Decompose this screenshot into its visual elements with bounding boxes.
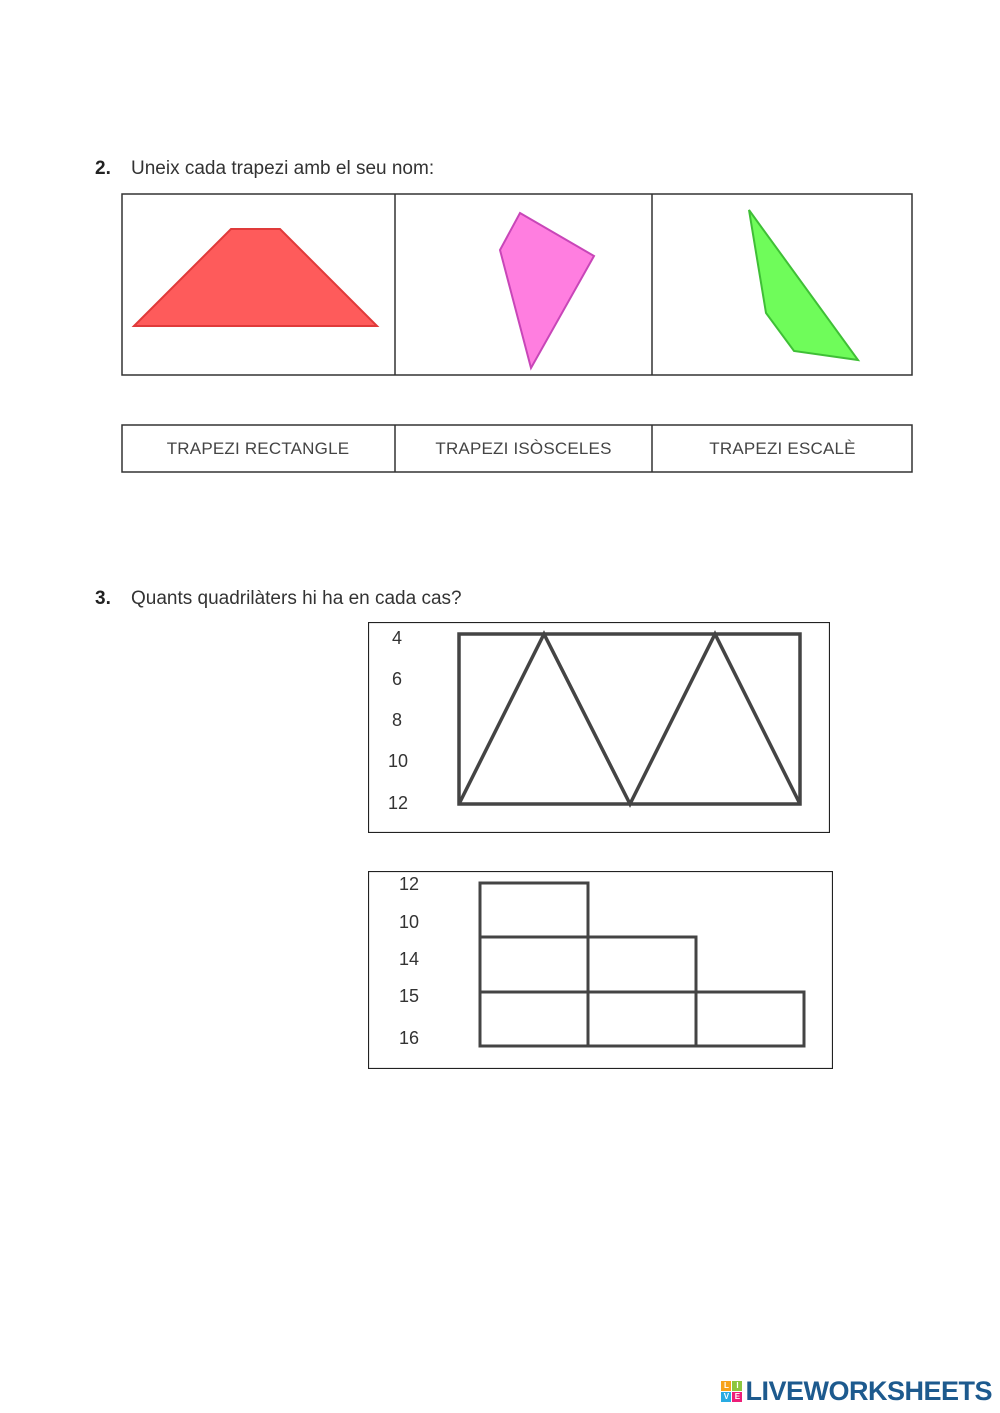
figure-1-option-12[interactable]: 12 (388, 793, 409, 813)
staircase-squares-figure (480, 883, 804, 1046)
logo-text: LIVEWORKSHEETS (745, 1376, 992, 1406)
figure-2-option-14[interactable]: 14 (399, 949, 420, 969)
figure-2-option-16[interactable]: 16 (399, 1028, 420, 1048)
question-3-number: 3. (95, 588, 111, 609)
question-2-number: 2. (95, 158, 111, 179)
figure-2-option-15[interactable]: 15 (399, 986, 420, 1006)
label-right-trapezoid[interactable]: TRAPEZI RECTANGLE (166, 438, 350, 458)
label-isosceles-trapezoid[interactable]: TRAPEZI ISÒSCELES (435, 438, 612, 458)
figure-1-box (368, 622, 830, 833)
trapezoid-shapes-table (121, 193, 913, 376)
isosceles-trapezoid-shape[interactable] (134, 229, 377, 326)
figure-1-option-6[interactable]: 6 (392, 669, 403, 689)
scalene-trapezoid-shape[interactable] (500, 213, 594, 368)
figure-2-box (368, 871, 833, 1069)
logo-mark-icon: L I V E (721, 1381, 742, 1402)
question-3-text: Quants quadrilàters hi ha en cada cas? (131, 588, 462, 609)
zigzag-rectangle-figure (459, 634, 800, 804)
figure-1-option-10[interactable]: 10 (388, 751, 409, 771)
label-scalene-trapezoid[interactable]: TRAPEZI ESCALÈ (709, 438, 856, 458)
trapezoid-labels-table (121, 424, 913, 473)
liveworksheets-logo (721, 1376, 992, 1407)
figure-1-option-8[interactable]: 8 (392, 710, 403, 730)
right-trapezoid-shape[interactable] (749, 210, 858, 360)
figure-2-option-10[interactable]: 10 (399, 912, 420, 932)
question-2-text: Uneix cada trapezi amb el seu nom: (131, 158, 435, 179)
figure-1-option-4[interactable]: 4 (392, 628, 403, 648)
figure-2-option-12[interactable]: 12 (399, 874, 420, 894)
